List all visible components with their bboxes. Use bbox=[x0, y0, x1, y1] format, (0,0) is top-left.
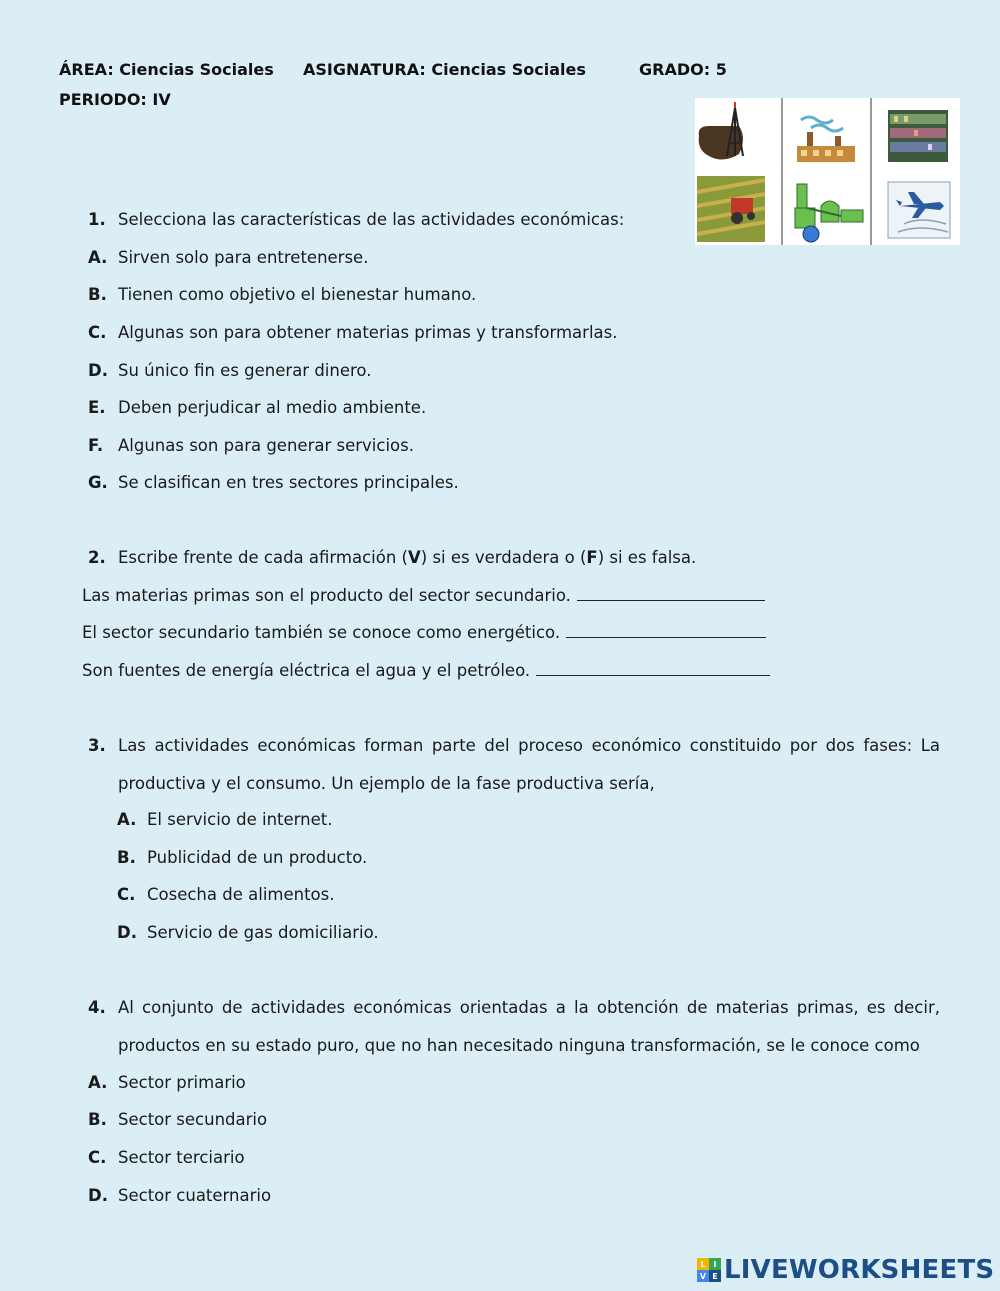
q3-option-a[interactable]: A. El servicio de internet. bbox=[117, 810, 333, 829]
question-number: 2. bbox=[88, 548, 106, 567]
question-number: 1. bbox=[88, 210, 106, 229]
q4-option-b[interactable]: B. Sector secundario bbox=[88, 1110, 268, 1129]
liveworksheets-logo[interactable] bbox=[697, 1253, 994, 1287]
agriculture-icon bbox=[695, 172, 781, 244]
question-2: 2. Escribe frente de cada afirmación (V) si es verdadera o (F) si es falsa. bbox=[88, 548, 697, 567]
grado-label: GRADO: 5 bbox=[639, 60, 727, 79]
q2-statement-2: El sector secundario también se conoce como energético. bbox=[82, 623, 766, 642]
q1-option-e[interactable]: E. Deben perjudicar al medio ambiente. bbox=[88, 398, 427, 417]
factory-icon bbox=[783, 98, 869, 170]
q1-option-c[interactable]: C. Algunas son para obtener materias primas y transformarlas. bbox=[88, 323, 618, 342]
q1-option-a[interactable]: A. Sirven solo para entretenerse. bbox=[88, 248, 369, 267]
question-3-number: 3. bbox=[88, 736, 106, 755]
economic-activities-illustration bbox=[695, 98, 960, 245]
q4-option-d[interactable]: D. Sector cuaternario bbox=[88, 1186, 272, 1205]
q3-option-d[interactable]: D. Servicio de gas domiciliario. bbox=[117, 923, 379, 942]
q4-option-a[interactable]: A. Sector primario bbox=[88, 1073, 246, 1092]
airplane-icon bbox=[874, 172, 960, 244]
question-3-prompt: Las actividades económicas forman parte del proceso económico constituido por dos fases: La productiva y el consumo. Un ejemplo de la fase productiva sería, bbox=[118, 736, 940, 793]
q2-statement-1: Las materias primas son el producto del sector secundario. bbox=[82, 586, 765, 605]
power-plant-icon bbox=[783, 172, 869, 244]
q1-option-b[interactable]: B. Tienen como objetivo el bienestar humano. bbox=[88, 285, 477, 304]
q4-option-c[interactable]: C. Sector terciario bbox=[88, 1148, 245, 1167]
answer-blank[interactable] bbox=[566, 623, 766, 638]
question-4-number: 4. bbox=[88, 998, 106, 1017]
q1-option-d[interactable]: D. Su único fin es generar dinero. bbox=[88, 361, 372, 380]
market-shelves-icon bbox=[874, 98, 960, 170]
asignatura-label: ASIGNATURA: Ciencias Sociales bbox=[303, 60, 586, 79]
question-prompt: Selecciona las características de las actividades económicas: bbox=[118, 210, 625, 229]
area-label: ÁREA: Ciencias Sociales bbox=[59, 60, 274, 79]
question-4-prompt: Al conjunto de actividades económicas orientadas a la obtención de materias primas, es decir, productos en su estado puro, que no han necesitado ninguna transformación, se le conoce como bbox=[118, 998, 940, 1055]
q3-option-c[interactable]: C. Cosecha de alimentos. bbox=[117, 885, 335, 904]
answer-blank[interactable] bbox=[536, 661, 770, 676]
logo-text: LIVEWORKSHEETS bbox=[724, 1255, 995, 1285]
live-logo-icon: L I V E bbox=[697, 1258, 721, 1282]
question-1 bbox=[88, 210, 624, 229]
q2-statement-3: Son fuentes de energía eléctrica el agua y el petróleo. bbox=[82, 661, 770, 680]
q1-option-f[interactable]: F. Algunas son para generar servicios. bbox=[88, 436, 414, 455]
oil-well-icon bbox=[695, 98, 781, 170]
q1-option-g[interactable]: G. Se clasifican en tres sectores principales. bbox=[88, 473, 459, 492]
answer-blank[interactable] bbox=[577, 586, 765, 601]
q3-option-b[interactable]: B. Publicidad de un producto. bbox=[117, 848, 368, 867]
periodo-label: PERIODO: IV bbox=[59, 90, 171, 109]
